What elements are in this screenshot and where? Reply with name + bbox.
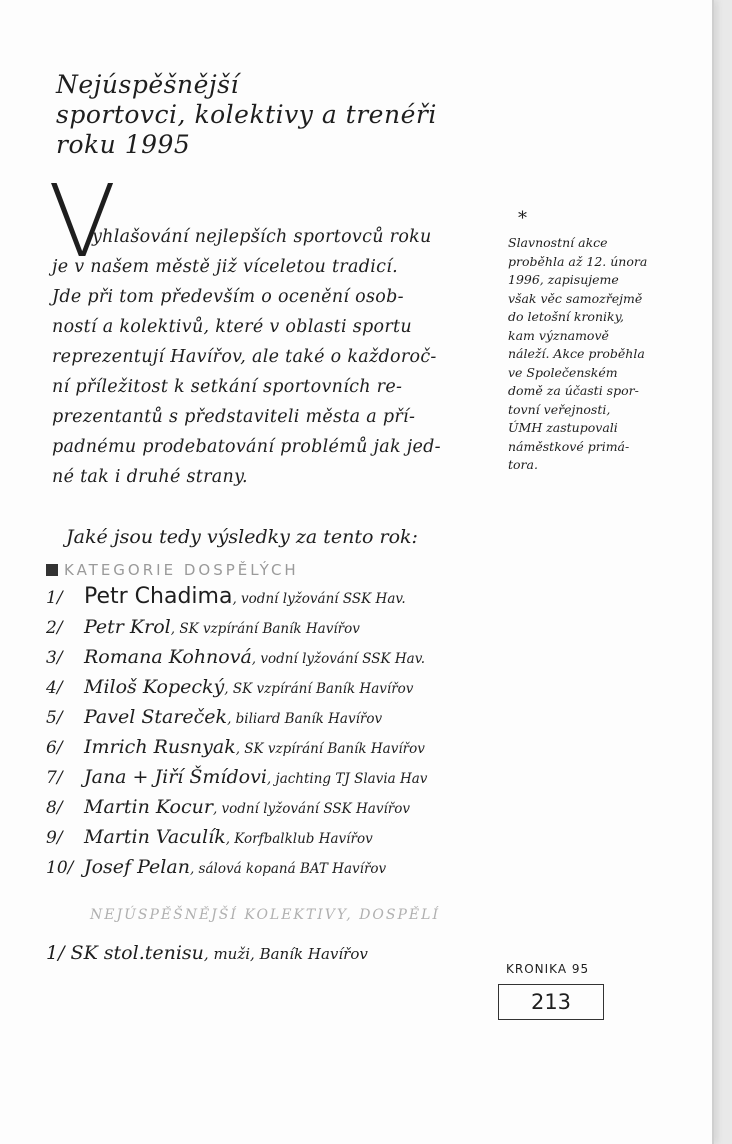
rank-number: 9/ [46, 828, 63, 848]
intro-line: padnému prodebatování problémů jak jed- [52, 437, 441, 457]
rank-number: 5/ [46, 708, 63, 728]
page-number-box [498, 984, 604, 1020]
athlete-name: Josef Pelan [84, 856, 190, 878]
note-line: kam významově [508, 327, 609, 343]
note-line: proběhla až 12. února [508, 253, 648, 269]
athlete-name: Martin Vaculík [84, 826, 226, 848]
page-number: 213 [530, 990, 572, 1014]
intro-line: né tak i druhé strany. [52, 467, 248, 487]
team-club: , muži, Baník Havířov [203, 945, 368, 963]
chronicle-label: KRONIKA 95 [506, 962, 590, 976]
athlete-name: Imrich Rusnyak [84, 736, 236, 758]
athlete-club: , vodní lyžování SSK Hav. [232, 591, 406, 607]
title-line-1: Nejúspěšnější [56, 70, 239, 99]
category-adults-heading [46, 561, 299, 579]
note-line: náměstkové primá- [508, 438, 630, 454]
intro-line: reprezentují Havířov, ale také o každoroč- [52, 347, 437, 367]
list-item [46, 702, 496, 732]
athlete-club: , Korfbalklub Havířov [225, 831, 373, 847]
rank-number: 2/ [46, 618, 63, 638]
note-line: náleží. Akce proběhla [508, 346, 645, 361]
intro-line: yhlašování nejlepších sportovců roku [92, 227, 432, 247]
note-line: Slavnostní akce [508, 235, 608, 250]
list-item [46, 792, 496, 822]
rank-number: 4/ [46, 678, 63, 698]
title-line-3: roku 1995 [56, 130, 191, 159]
athlete-name: Jana + Jiří Šmídovi [84, 766, 267, 788]
list-item [46, 612, 496, 642]
rank-number: 7/ [46, 768, 63, 788]
athlete-name: Petr Chadima [84, 584, 233, 609]
square-bullet-icon [46, 564, 58, 576]
list-item [46, 582, 496, 612]
note-line: domě za účasti spor- [508, 383, 639, 398]
drop-cap-letter: V [48, 163, 117, 280]
intro-line: prezentantů s představiteli města a pří- [52, 407, 416, 427]
list-item [46, 762, 496, 792]
note-line: však věc samozřejmě [508, 290, 643, 306]
athlete-club: , SK vzpírání Baník Havířov [170, 621, 360, 637]
rank-number: 1/ [46, 942, 65, 964]
rank-number: 6/ [46, 738, 63, 758]
note-line: 1996, zapisujeme [508, 272, 619, 287]
category-adults-label: KATEGORIE DOSPĚLÝCH [64, 561, 299, 579]
title-line-2: sportovci, kolektivy a trenéři [56, 100, 437, 129]
athlete-club: , vodní lyžování SSK Hav. [251, 651, 426, 667]
margin-note [508, 208, 698, 475]
athlete-name: Romana Kohnová [84, 646, 252, 668]
note-line: tovní veřejnosti, [508, 401, 611, 417]
intro-line: ností a kolektivů, které v oblasti sportu [52, 317, 412, 337]
athlete-club: , sálová kopaná BAT Havířov [189, 861, 387, 877]
note-line: ÚMH zastupovali [508, 420, 618, 435]
athlete-club: , jachting TJ Slavia Hav [266, 771, 428, 787]
list-item [46, 672, 496, 702]
ranking-list [46, 582, 496, 882]
athlete-club: , biliard Baník Havířov [227, 711, 383, 727]
results-question: Jaké jsou tedy výsledky za tento rok: [66, 526, 418, 548]
team-name: SK stol.tenisu [70, 942, 204, 964]
intro-line: Jde při tom především o ocenění osob- [52, 287, 404, 307]
note-line: ve Společenském [508, 364, 618, 380]
athlete-club: , SK vzpírání Baník Havířov [224, 681, 414, 697]
list-item [46, 732, 496, 762]
rank-number: 3/ [46, 648, 63, 668]
page-title [56, 70, 437, 160]
athlete-name: Pavel Stareček [84, 706, 228, 728]
list-item [46, 642, 496, 672]
team-ranking-item [46, 942, 368, 964]
athlete-name: Martin Kocur [84, 796, 213, 818]
note-line: do letošní kroniky, [508, 309, 624, 324]
asterisk-icon: * [518, 208, 527, 229]
rank-number: 8/ [46, 798, 63, 818]
rank-number: 10/ [46, 858, 74, 878]
intro-line: je v našem městě již víceletou tradicí. [52, 257, 398, 277]
note-line: tora. [508, 457, 538, 472]
athlete-name: Miloš Kopecký [84, 676, 225, 698]
intro-paragraph [52, 222, 497, 492]
list-item [46, 822, 496, 852]
list-item [46, 852, 496, 882]
athlete-club: , SK vzpírání Baník Havířov [235, 741, 425, 757]
rank-number: 1/ [46, 588, 63, 608]
athlete-club: , vodní lyžování SSK Havířov [212, 801, 410, 817]
athlete-name: Petr Krol [84, 616, 171, 638]
intro-line: ní příležitost k setkání sportovních re- [52, 377, 403, 397]
category-teams-heading: NEJÚSPĚŠNĚJŠÍ KOLEKTIVY, DOSPĚLÍ [90, 907, 440, 923]
